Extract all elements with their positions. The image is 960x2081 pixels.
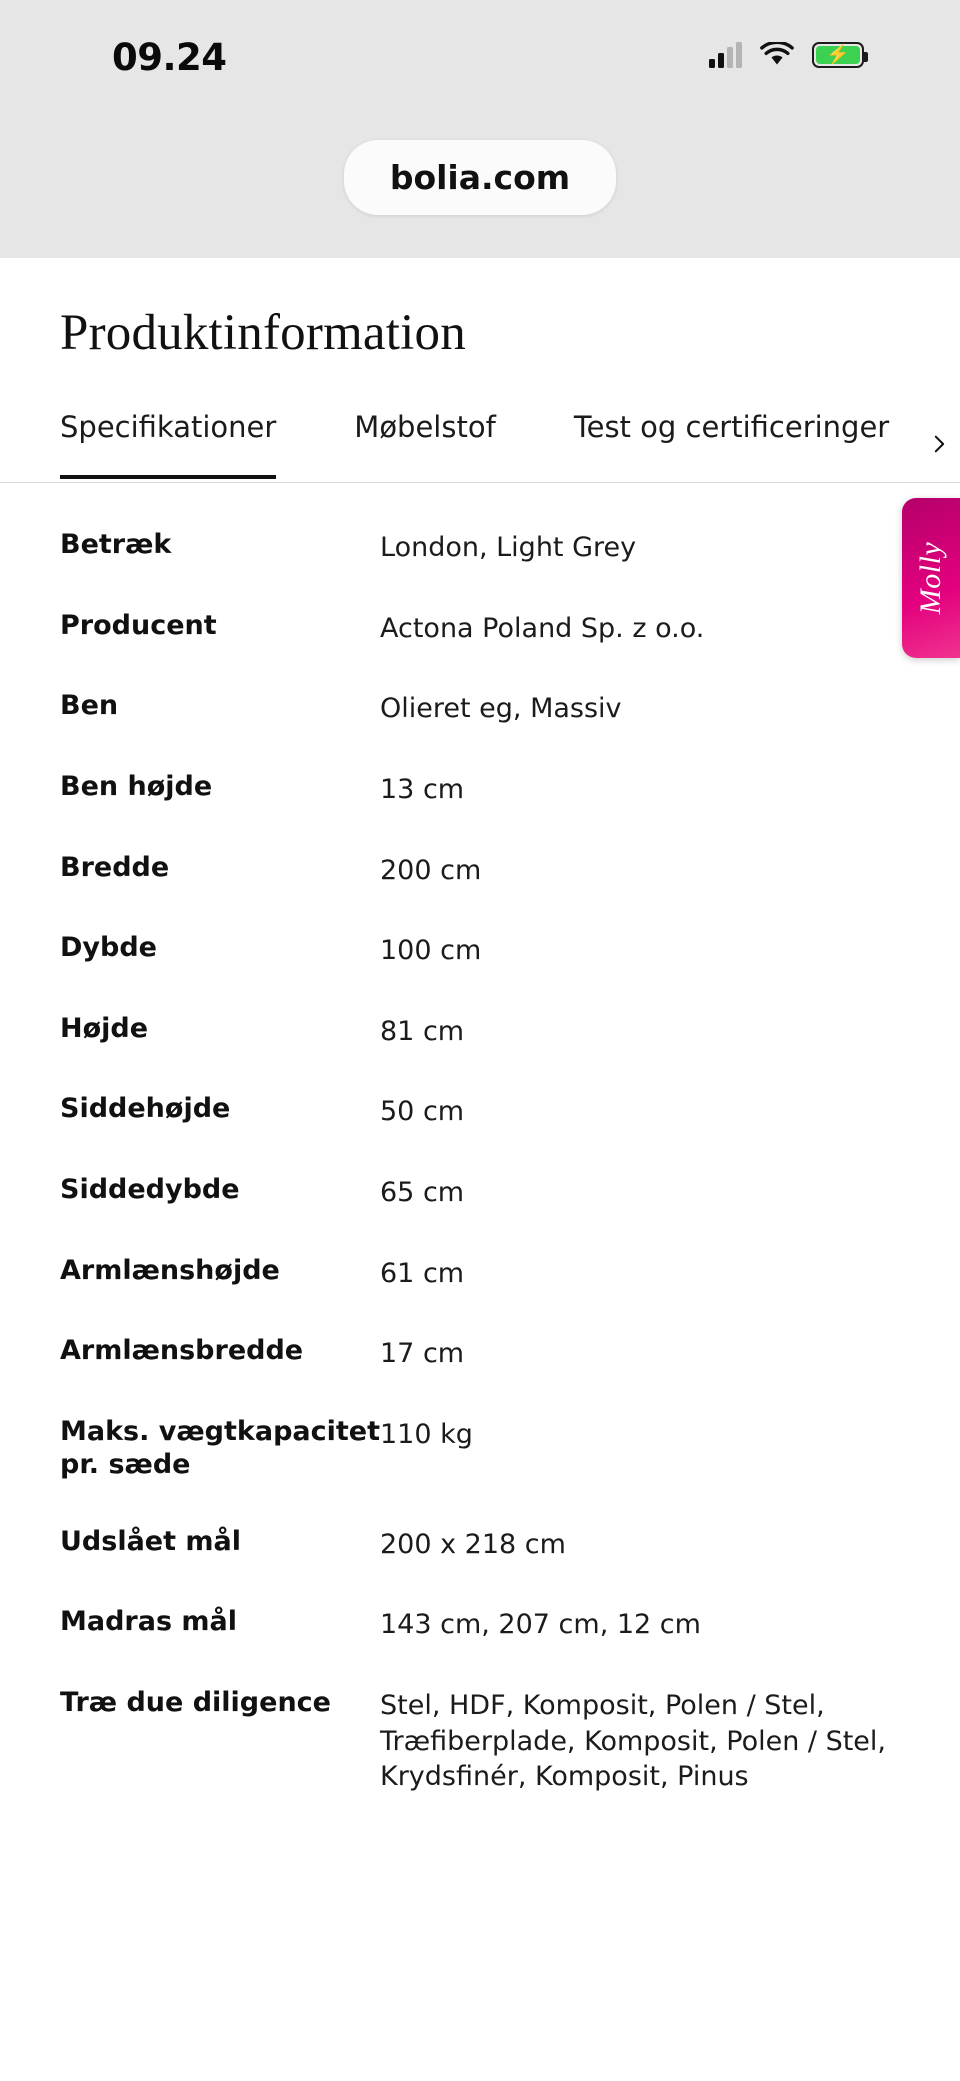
status-clock: 09.24 (112, 36, 227, 79)
table-row (0, 1255, 960, 1292)
spec-value: 200 cm (380, 854, 482, 886)
table-row (0, 932, 960, 969)
spec-label: Træ due diligence (60, 1687, 331, 1718)
page-content (0, 258, 960, 1795)
tab-bar (0, 410, 960, 483)
battery-charging-icon (812, 42, 864, 68)
table-row (0, 771, 960, 808)
table-row (0, 1093, 960, 1130)
spec-label: Bredde (60, 851, 170, 883)
spec-value: 200 x 218 cm (380, 1528, 566, 1560)
spec-value: 65 cm (380, 1177, 465, 1208)
table-row (0, 1174, 960, 1211)
molly-chat-tab[interactable] (902, 498, 960, 658)
spec-label: Betræk (60, 529, 172, 560)
browser-chrome (0, 0, 960, 258)
table-row (0, 1335, 960, 1372)
chevron-right-icon[interactable] (910, 424, 950, 464)
status-bar (0, 0, 960, 110)
spec-label: Armlænsbredde (60, 1335, 304, 1367)
spec-label: Ben (60, 690, 119, 722)
spec-label: Armlænshøjde (60, 1254, 280, 1286)
spec-value: 13 cm (380, 773, 465, 805)
table-row (0, 610, 960, 647)
spec-label: Siddedybde (60, 1174, 240, 1205)
table-row (0, 529, 960, 566)
table-row (0, 1606, 960, 1643)
spec-label: Maks. vægtkapacitet pr. sæde (60, 1415, 381, 1480)
cellular-signal-icon (709, 42, 742, 68)
table-row (0, 1687, 960, 1795)
specifications-table (0, 483, 960, 1795)
spec-label: Madras mål (60, 1606, 238, 1638)
molly-chat-tab-label: Molly (914, 541, 948, 615)
status-icons (709, 36, 864, 74)
table-row (0, 852, 960, 889)
tab-mobelstof[interactable]: Møbelstof (354, 410, 496, 444)
spec-value: 81 cm (380, 1015, 465, 1047)
tab-list (0, 410, 960, 482)
spec-value: 50 cm (380, 1096, 465, 1128)
spec-label: Ben højde (60, 770, 213, 802)
spec-value: Actona Poland Sp. z o.o. (380, 612, 705, 644)
table-row (0, 1526, 960, 1563)
url-bar[interactable]: bolia.com (344, 140, 616, 215)
spec-value: Olieret eg, Massiv (380, 693, 622, 725)
spec-label: Højde (60, 1012, 149, 1044)
charging-bolt-icon: ⚡ (826, 44, 850, 66)
spec-label: Dybde (60, 932, 157, 964)
spec-value: 143 cm, 207 cm, 12 cm (380, 1609, 701, 1641)
table-row (0, 1416, 960, 1482)
spec-value: 110 kg (380, 1418, 473, 1450)
tab-specifikationer[interactable]: Specifikationer (60, 410, 276, 478)
tab-test-og-certificeringer[interactable]: Test og certificeringer (573, 410, 890, 444)
spec-value: 17 cm (380, 1338, 465, 1370)
page-title: Produktinformation (60, 305, 466, 361)
url-bar-wrap (0, 140, 960, 215)
spec-label: Siddehøjde (60, 1093, 231, 1125)
spec-label: Producent (60, 609, 217, 641)
wifi-icon (760, 42, 794, 68)
spec-value: London, Light Grey (380, 532, 637, 563)
table-row (0, 1013, 960, 1050)
spec-value: 61 cm (380, 1257, 465, 1289)
spec-label: Udslået mål (60, 1525, 242, 1557)
spec-value: Stel, HDF, Komposit, Polen / Stel, Træfiberplade, Komposit, Polen / Stel, Krydsfinér, Komposit, Pinus (380, 1690, 886, 1793)
table-row (0, 690, 960, 727)
spec-value: 100 cm (380, 935, 482, 967)
